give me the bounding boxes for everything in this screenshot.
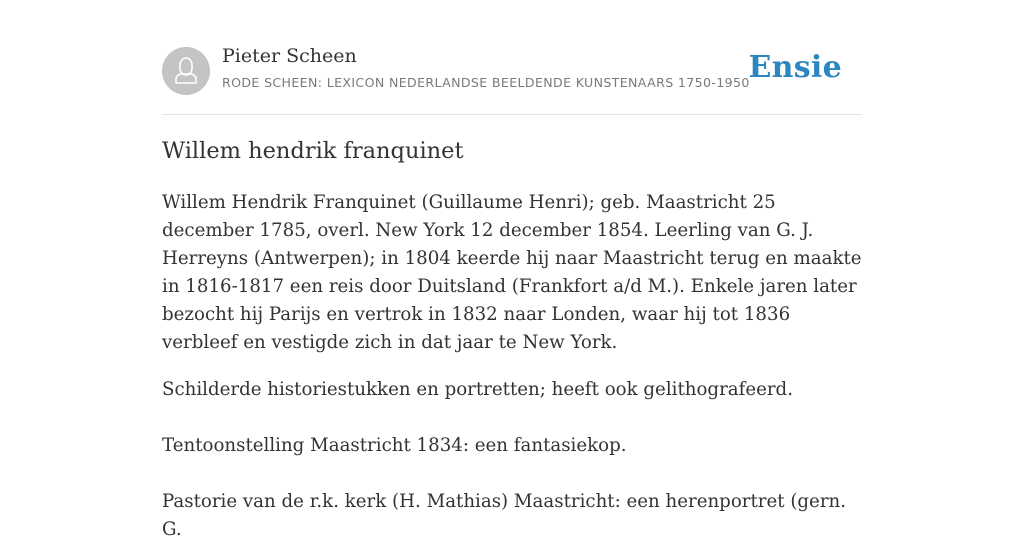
- author-name[interactable]: Pieter Scheen: [222, 45, 357, 67]
- paragraph: Willem Hendrik Franquinet (Guillaume Henri); geb. Maastricht 25 december 1785, overl. New York 12 december 1854. Leerling van G. J. Herreyns (Antwerpen); in 1804 keerde hij naar Maastricht terug en maakte in 1816-1817 een reis door Duitsland (Frankfort a/d M.). Enkele jaren later bezocht hij Parijs en vertrok in 1832 naar Londen, waar hij tot 1836 verbleef en vestigde zich in dat jaar te New York.: [162, 192, 862, 353]
- user-avatar-icon[interactable]: [162, 47, 210, 95]
- article-title: Willem hendrik franquinet: [162, 138, 464, 164]
- source-title[interactable]: RODE SCHEEN: LEXICON NEDERLANDSE BEELDENDE KUNSTENAARS 1750-1950: [222, 75, 750, 90]
- article-header: [162, 0, 862, 115]
- article-page: [162, 0, 862, 540]
- article-body: [162, 189, 868, 544]
- paragraph: Pastorie van de r.k. kerk (H. Mathias) Maastricht: een herenportret (gern. G.: [162, 491, 847, 540]
- paragraph: Schilderde historiestukken en portretten; heeft ook gelithografeerd.: [162, 379, 793, 400]
- ensie-logo[interactable]: Ensie: [748, 50, 842, 85]
- paragraph: Tentoonstelling Maastricht 1834: een fantasiekop.: [162, 435, 627, 456]
